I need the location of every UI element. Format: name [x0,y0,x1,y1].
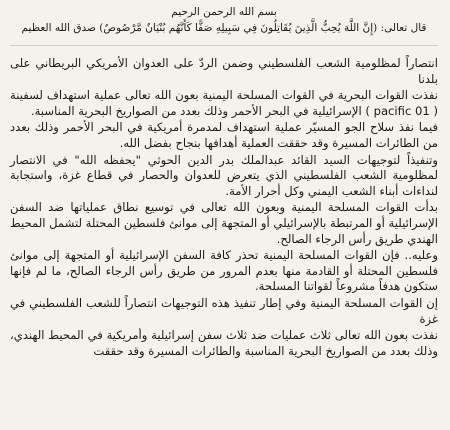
paragraph-intro: انتصاراً لمظلومية الشعب الفلسطيني وضمن الردّ على العدوان الأمريكي البريطاني على بلدنا [10,56,438,86]
quran-verse: قال تعالى: (إِنَّ اللَّهَ يُحِبُّ الَّذِينَ يُقَاتِلُونَ فِي سَبِيلِهِ صَفًّا كَأَنَّهُم بُنْيَانٌ مَّرْصُوصٌ) صدق الله العظيم [21,22,427,34]
paragraph-drone-operation: فيما نفذ سلاح الجو المسيّر عملية استهداف لمدمرة أمريكية في البحر الأحمر وذلك بعدد من الطائرات المسيرة وقد حققت العملية أهدافها بنجاح بفضل الله. [10,120,438,150]
paragraph-naval-operation: نفذت القوات البحرية في القوات المسلحة اليمنية بعون الله تعالى عملية استهداف لسفينة ( pacific 01 ) الإسرائيلية في البحر الأحمر وذلك بعدد من الصواريخ البحرية المناسبة. [10,88,438,118]
paragraph-warning: وعليه.. فإن القوات المسلحة اليمنية تحذر كافة السفن الإسرائيلية أو المتجهة إلى موانئ فلسطين المحتلة أو القادمة منها بعدم المرور من طريق رأس الرجاء الصالح، ما لم فإنها ستكون هدفاً مشروعاً لقواتنا المسلحة. [10,248,438,294]
paragraph-gaza: إن القوات المسلحة اليمنية وفي إطار تنفيذ هذه التوجيهات انتصاراً للشعب الفلسطيني في غزة [10,295,438,326]
divider [10,45,438,46]
paragraph-indian-ocean: نفذت بعون الله تعالى ثلاث عمليات ضد ثلاث سفن إسرائيلية وأمريكية في المحيط الهندي، وذلك بعدد من الصواريخ البحرية المناسبة والطائرات المسيرة وقد حققت [10,328,438,358]
basmala: بسم الله الرحمن الرحيم [171,6,277,18]
paragraph-expansion: بدأت القوات المسلحة اليمنية وبعون الله تعالى في توسيع نطاق عملياتها ضد السفن الإسرائيلية أو المرتبطة بالإسرائيلي أو المتجهة إلى موانئ فلسطين المحتلة لتشمل المحيط الهندي طريق رأس الرجاء الصالح. [10,200,438,246]
paragraph-directives: وتنفيذاً لتوجيهات السيد القائد عبدالملك بدر الدين الحوثي "يحفظه الله" في الانتصار لمظلومية الشعب الفلسطيني الذي يتعرض للعدوان والحصار في قطاع غزة، واستجابة لنداءات أبناء الشعب اليمني وكل أحرار الأمة. [10,152,438,198]
